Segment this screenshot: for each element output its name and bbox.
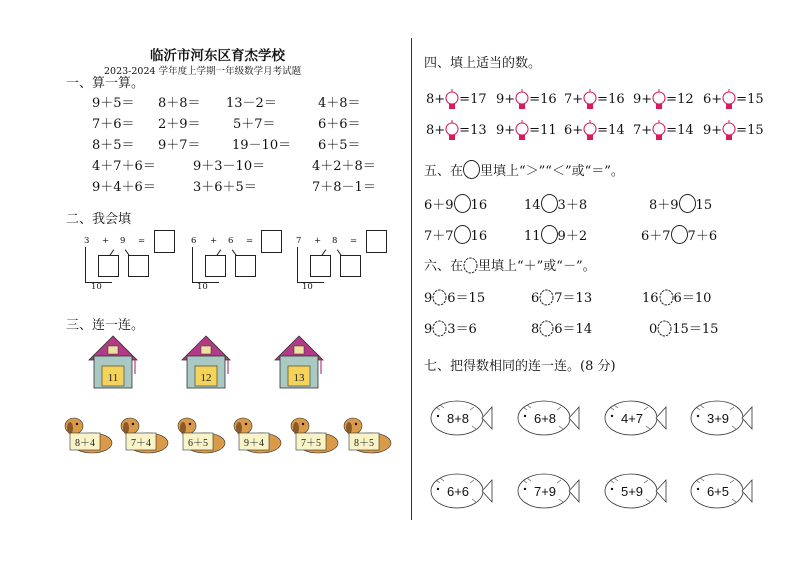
compare-circle[interactable] — [679, 194, 696, 213]
problem: 9＋4＋6＝ — [92, 180, 156, 195]
fish-expression: 5+9 — [620, 484, 644, 499]
dog-icon[interactable] — [341, 415, 393, 457]
dog-expression: 7＋4 — [131, 438, 151, 449]
scalloped-circle-icon — [463, 257, 478, 274]
compare-problem: 11 9＋2 — [524, 225, 587, 244]
lantern-icon[interactable] — [722, 120, 736, 142]
bracket-line — [192, 247, 193, 283]
fill-problem: 9+ =12 — [633, 89, 694, 111]
fill-problem: 8+ =17 — [426, 89, 487, 111]
fish-expression: 4+7 — [620, 411, 644, 426]
section-6-title: 六、在 里填上“＋”或“－”。 — [424, 259, 596, 274]
school-name: 临沂市河东区育杰学校 — [150, 48, 285, 64]
split-box-right[interactable] — [235, 255, 256, 277]
plus-sign: + — [314, 236, 322, 246]
compare-circle[interactable] — [541, 225, 558, 244]
problem: 9＋5＝ — [92, 96, 135, 111]
fish-icon[interactable] — [424, 470, 494, 512]
operator-circle[interactable] — [659, 289, 674, 306]
section-4-title: 四、填上适当的数。 — [424, 56, 542, 71]
fish-icon[interactable] — [511, 397, 581, 439]
operator-circle[interactable] — [657, 320, 672, 337]
compare-circle[interactable] — [671, 225, 688, 244]
addend-a: 3 — [84, 236, 90, 246]
operator-problem: 16 6＝10 — [642, 291, 712, 306]
fish-icon[interactable] — [511, 470, 581, 512]
fish-icon[interactable] — [424, 397, 494, 439]
fill-problem: 6+ =15 — [703, 89, 764, 111]
compare-circle[interactable] — [454, 225, 471, 244]
operator-problem: 0 15＝15 — [649, 322, 719, 337]
compare-problem: 14 3＋8 — [524, 194, 587, 213]
fill-problem: 9+ =16 — [496, 89, 557, 111]
dog-expression: 6＋5 — [188, 438, 208, 449]
problem: 8＋8＝ — [158, 96, 201, 111]
house-icon[interactable] — [87, 334, 139, 390]
fill-problem: 7+ =14 — [633, 120, 694, 142]
ten-label: 10 — [197, 282, 208, 292]
house-number: 12 — [200, 372, 212, 384]
exam-title: 2023-2024 学年度上学期一年级数学月考试题 — [104, 66, 302, 77]
problem: 3＋6＋5＝ — [193, 180, 257, 195]
operator-circle[interactable] — [539, 289, 554, 306]
house-number: 11 — [107, 372, 119, 384]
addend-a: 6 — [191, 236, 197, 246]
addend-b: 8 — [332, 236, 338, 246]
fish-icon[interactable] — [598, 470, 668, 512]
section-5-title: 五、在 里填上“＞”“＜”或“＝”。 — [424, 160, 624, 179]
compare-circle[interactable] — [454, 194, 471, 213]
problem: 9＋3－10＝ — [193, 159, 266, 174]
compare-problem: 6＋9 16 — [424, 194, 487, 213]
answer-box[interactable] — [261, 230, 282, 253]
problem: 6＋5＝ — [318, 138, 361, 153]
operator-circle[interactable] — [432, 320, 447, 337]
addend-a: 7 — [296, 236, 302, 246]
fill-problem: 9+ =11 — [496, 120, 557, 142]
operator-problem: 6 7＝13 — [531, 291, 593, 306]
dog-expression: 8＋4 — [75, 438, 95, 449]
lantern-icon[interactable] — [652, 120, 666, 142]
dog-icon[interactable] — [175, 415, 227, 457]
problem: 9＋7＝ — [158, 138, 201, 153]
circle-icon — [463, 160, 480, 179]
fill-problem: 9+ =15 — [703, 120, 764, 142]
split-box-left[interactable] — [310, 255, 331, 277]
operator-circle[interactable] — [539, 320, 554, 337]
equals-sign: = — [138, 236, 146, 246]
split-box-right[interactable] — [128, 255, 149, 277]
lantern-icon[interactable] — [722, 89, 736, 111]
bracket-line — [297, 247, 298, 283]
fill-problem: 6+ =14 — [564, 120, 625, 142]
problem: 13－2＝ — [226, 96, 277, 111]
lantern-icon[interactable] — [515, 89, 529, 111]
problem: 8＋5＝ — [92, 138, 135, 153]
house-icon[interactable] — [180, 334, 232, 390]
equals-sign: = — [350, 236, 358, 246]
addend-b: 6 — [228, 236, 234, 246]
equals-sign: = — [246, 236, 254, 246]
column-divider — [411, 38, 412, 520]
problem: 4＋2＋8＝ — [312, 159, 376, 174]
fill-problem: 8+ =13 — [426, 120, 487, 142]
house-number: 13 — [293, 372, 305, 384]
split-box-left[interactable] — [98, 255, 119, 277]
dog-expression: 8＋5 — [354, 438, 374, 449]
problem: 19－10＝ — [232, 138, 292, 153]
plus-sign: + — [210, 236, 218, 246]
operator-circle[interactable] — [432, 289, 447, 306]
ten-label: 10 — [91, 282, 102, 292]
dog-icon[interactable] — [118, 415, 170, 457]
section-7-title: 七、把得数相同的连一连。(8 分) — [424, 359, 616, 374]
fish-expression: 3+9 — [706, 411, 730, 426]
fill-problem: 7+ =16 — [564, 89, 625, 111]
lantern-icon[interactable] — [515, 120, 529, 142]
lantern-icon[interactable] — [445, 89, 459, 111]
fish-expression: 7+9 — [533, 484, 557, 499]
split-box-left[interactable] — [205, 255, 226, 277]
fish-icon[interactable] — [684, 470, 754, 512]
compare-problem: 8＋9 15 — [649, 194, 712, 213]
problem: 7＋8－1＝ — [312, 180, 376, 195]
addend-b: 9 — [120, 236, 126, 246]
problem: 5＋7＝ — [233, 117, 276, 132]
operator-problem: 8 6＝14 — [531, 322, 593, 337]
fish-expression: 6+6 — [446, 484, 470, 499]
answer-box[interactable] — [366, 230, 387, 253]
fish-icon[interactable] — [598, 397, 668, 439]
fish-expression: 6+8 — [533, 411, 557, 426]
compare-problem: 6＋7 7＋6 — [641, 225, 717, 244]
problem: 7＋6＝ — [92, 117, 135, 132]
section-2-title: 二、我会填 — [66, 212, 132, 227]
split-box-right[interactable] — [340, 255, 361, 277]
problem: 2＋9＝ — [158, 117, 201, 132]
dog-icon[interactable] — [62, 415, 114, 457]
lantern-icon[interactable] — [652, 89, 666, 111]
section-1-title: 一、算一算。 — [66, 76, 145, 91]
house-icon[interactable] — [273, 334, 325, 390]
answer-box[interactable] — [154, 230, 175, 253]
lantern-icon[interactable] — [583, 120, 597, 142]
problem: 6＋6＝ — [318, 117, 361, 132]
operator-problem: 9 3＝6 — [424, 322, 477, 337]
plus-sign: + — [102, 236, 110, 246]
dog-expression: 7＋5 — [301, 438, 321, 449]
dog-expression: 9＋4 — [244, 438, 264, 449]
problem: 4＋7＋6＝ — [92, 159, 156, 174]
fish-expression: 8+8 — [446, 411, 470, 426]
compare-problem: 7＋7 16 — [424, 225, 487, 244]
section-3-title: 三、连一连。 — [66, 318, 145, 333]
compare-circle[interactable] — [541, 194, 558, 213]
dog-icon[interactable] — [231, 415, 283, 457]
ten-label: 10 — [302, 282, 313, 292]
lantern-icon[interactable] — [583, 89, 597, 111]
problem: 4＋8＝ — [318, 96, 361, 111]
bracket-line — [85, 247, 86, 283]
lantern-icon[interactable] — [445, 120, 459, 142]
fish-icon[interactable] — [684, 397, 754, 439]
fish-expression: 6+5 — [706, 484, 730, 499]
operator-problem: 9 6＝15 — [424, 291, 486, 306]
dog-icon[interactable] — [288, 415, 340, 457]
